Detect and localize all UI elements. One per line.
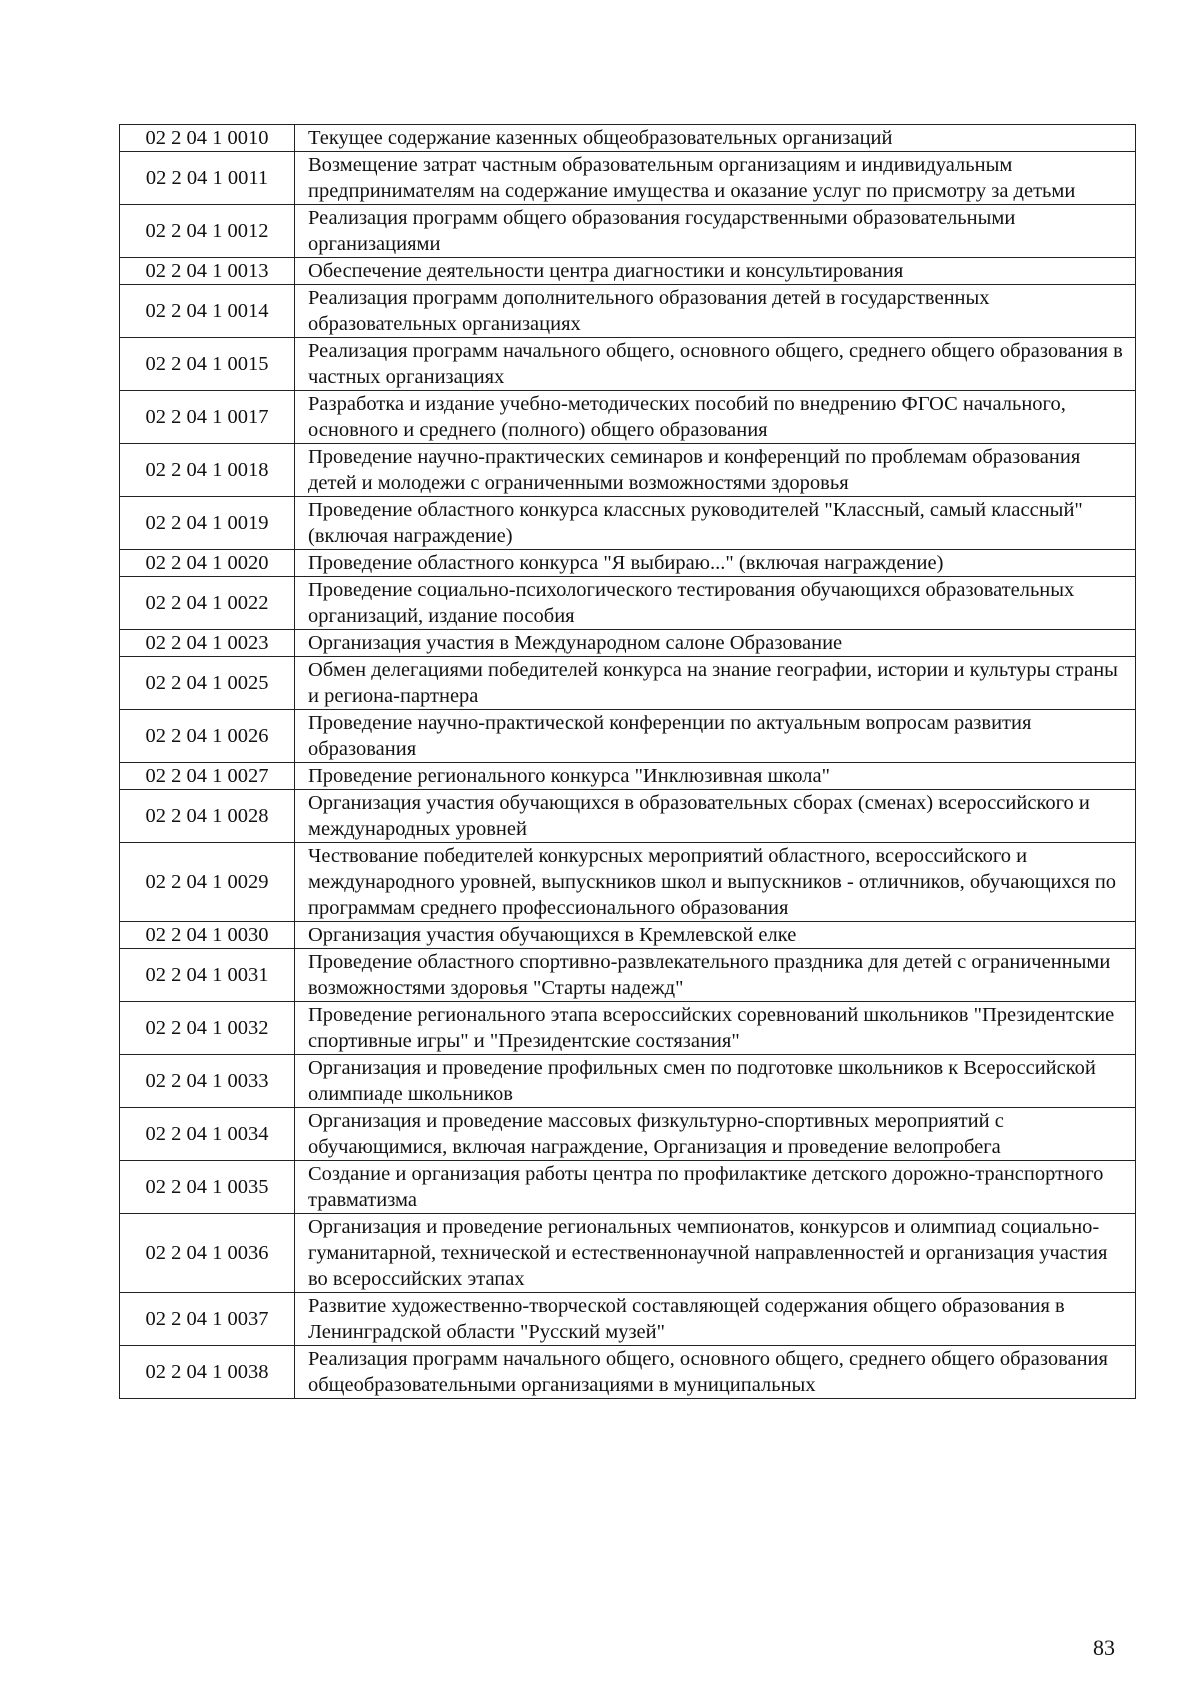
budget-codes-table xyxy=(119,124,1136,1399)
row-code-cell: 02 2 04 1 0017 xyxy=(120,391,295,444)
row-code-cell: 02 2 04 1 0013 xyxy=(120,258,295,285)
row-code-cell: 02 2 04 1 0025 xyxy=(120,657,295,710)
table-row xyxy=(120,338,1136,391)
row-code-cell: 02 2 04 1 0027 xyxy=(120,763,295,790)
table-row xyxy=(120,922,1136,949)
row-code-cell: 02 2 04 1 0038 xyxy=(120,1346,295,1399)
row-code-cell: 02 2 04 1 0010 xyxy=(120,125,295,152)
row-code-cell: 02 2 04 1 0035 xyxy=(120,1161,295,1214)
table-row xyxy=(120,657,1136,710)
table-row xyxy=(120,843,1136,922)
row-code-cell: 02 2 04 1 0018 xyxy=(120,444,295,497)
row-description-cell: Чествование победителей конкурсных мероприятий областного, всероссийского и международного уровней, выпускников школ и выпускников - отличников, обучающихся по программам среднего профессионального образования xyxy=(295,843,1136,922)
row-description-cell: Проведение социально-психологического тестирования обучающихся образовательных организаций, издание пособия xyxy=(295,577,1136,630)
row-description-cell: Реализация программ начального общего, основного общего, среднего общего образования в частных организациях xyxy=(295,338,1136,391)
row-code-cell: 02 2 04 1 0028 xyxy=(120,790,295,843)
row-code-cell: 02 2 04 1 0037 xyxy=(120,1293,295,1346)
row-description-cell: Организация участия обучающихся в образовательных сборах (сменах) всероссийского и международных уровней xyxy=(295,790,1136,843)
table-row xyxy=(120,630,1136,657)
row-code-cell: 02 2 04 1 0030 xyxy=(120,922,295,949)
table-row xyxy=(120,497,1136,550)
row-code-cell: 02 2 04 1 0031 xyxy=(120,949,295,1002)
table-row xyxy=(120,1346,1136,1399)
row-description-cell: Обмен делегациями победителей конкурса на знание географии, истории и культуры страны и региона-партнера xyxy=(295,657,1136,710)
row-description-cell: Разработка и издание учебно-методических пособий по внедрению ФГОС начального, основного и среднего (полного) общего образования xyxy=(295,391,1136,444)
table-row xyxy=(120,258,1136,285)
row-code-cell: 02 2 04 1 0020 xyxy=(120,550,295,577)
table-row xyxy=(120,444,1136,497)
budget-codes-table-body xyxy=(120,125,1136,1399)
row-code-cell: 02 2 04 1 0036 xyxy=(120,1214,295,1293)
table-row xyxy=(120,1055,1136,1108)
row-code-cell: 02 2 04 1 0019 xyxy=(120,497,295,550)
row-description-cell: Развитие художественно-творческой составляющей содержания общего образования в Ленинградской области "Русский музей" xyxy=(295,1293,1136,1346)
row-description-cell: Организация участия в Международном салоне Образование xyxy=(295,630,1136,657)
row-description-cell: Реализация программ дополнительного образования детей в государственных образовательных организациях xyxy=(295,285,1136,338)
table-row xyxy=(120,125,1136,152)
row-code-cell: 02 2 04 1 0022 xyxy=(120,577,295,630)
row-description-cell: Создание и организация работы центра по профилактике детского дорожно-транспортного травматизма xyxy=(295,1161,1136,1214)
row-code-cell: 02 2 04 1 0014 xyxy=(120,285,295,338)
row-code-cell: 02 2 04 1 0026 xyxy=(120,710,295,763)
table-row xyxy=(120,1293,1136,1346)
row-code-cell: 02 2 04 1 0034 xyxy=(120,1108,295,1161)
row-description-cell: Проведение регионального этапа всероссийских соревнований школьников "Президентские спортивные игры" и "Президентские состязания" xyxy=(295,1002,1136,1055)
row-description-cell: Проведение областного конкурса "Я выбираю..." (включая награждение) xyxy=(295,550,1136,577)
row-code-cell: 02 2 04 1 0029 xyxy=(120,843,295,922)
row-description-cell: Организация и проведение массовых физкультурно-спортивных мероприятий с обучающимися, включая награждение, Организация и проведение велопробега xyxy=(295,1108,1136,1161)
table-row xyxy=(120,710,1136,763)
row-description-cell: Организация и проведение профильных смен по подготовке школьников к Всероссийской олимпиаде школьников xyxy=(295,1055,1136,1108)
table-row xyxy=(120,285,1136,338)
row-code-cell: 02 2 04 1 0033 xyxy=(120,1055,295,1108)
table-row xyxy=(120,949,1136,1002)
row-description-cell: Возмещение затрат частным образовательным организациям и индивидуальным предпринимателям на содержание имущества и оказание услуг по присмотру за детьми xyxy=(295,152,1136,205)
page-number: 83 xyxy=(1093,1635,1115,1660)
table-row xyxy=(120,205,1136,258)
table-row xyxy=(120,550,1136,577)
row-description-cell: Организация и проведение региональных чемпионатов, конкурсов и олимпиад социально-гуманитарной, технической и естественнонаучной направленностей и организация участия во всероссийских этапах xyxy=(295,1214,1136,1293)
table-row xyxy=(120,1161,1136,1214)
table-row xyxy=(120,1002,1136,1055)
table-row xyxy=(120,577,1136,630)
table-row xyxy=(120,763,1136,790)
row-code-cell: 02 2 04 1 0023 xyxy=(120,630,295,657)
table-row xyxy=(120,790,1136,843)
row-description-cell: Проведение научно-практических семинаров и конференций по проблемам образования детей и молодежи с ограниченными возможностями здоровья xyxy=(295,444,1136,497)
row-code-cell: 02 2 04 1 0011 xyxy=(120,152,295,205)
table-row xyxy=(120,152,1136,205)
table-row xyxy=(120,1108,1136,1161)
row-description-cell: Проведение областного спортивно-развлекательного праздника для детей с ограниченными возможностями здоровья "Старты надежд" xyxy=(295,949,1136,1002)
row-code-cell: 02 2 04 1 0015 xyxy=(120,338,295,391)
row-code-cell: 02 2 04 1 0032 xyxy=(120,1002,295,1055)
table-row xyxy=(120,1214,1136,1293)
row-description-cell: Обеспечение деятельности центра диагностики и консультирования xyxy=(295,258,1136,285)
row-description-cell: Проведение регионального конкурса "Инклюзивная школа" xyxy=(295,763,1136,790)
row-description-cell: Организация участия обучающихся в Кремлевской елке xyxy=(295,922,1136,949)
row-description-cell: Текущее содержание казенных общеобразовательных организаций xyxy=(295,125,1136,152)
table-row xyxy=(120,391,1136,444)
row-code-cell: 02 2 04 1 0012 xyxy=(120,205,295,258)
row-description-cell: Реализация программ начального общего, основного общего, среднего общего образования общеобразовательными организациями в муниципальных xyxy=(295,1346,1136,1399)
row-description-cell: Проведение областного конкурса классных руководителей "Классный, самый классный" (включая награждение) xyxy=(295,497,1136,550)
row-description-cell: Реализация программ общего образования государственными образовательными организациями xyxy=(295,205,1136,258)
row-description-cell: Проведение научно-практической конференции по актуальным вопросам развития образования xyxy=(295,710,1136,763)
